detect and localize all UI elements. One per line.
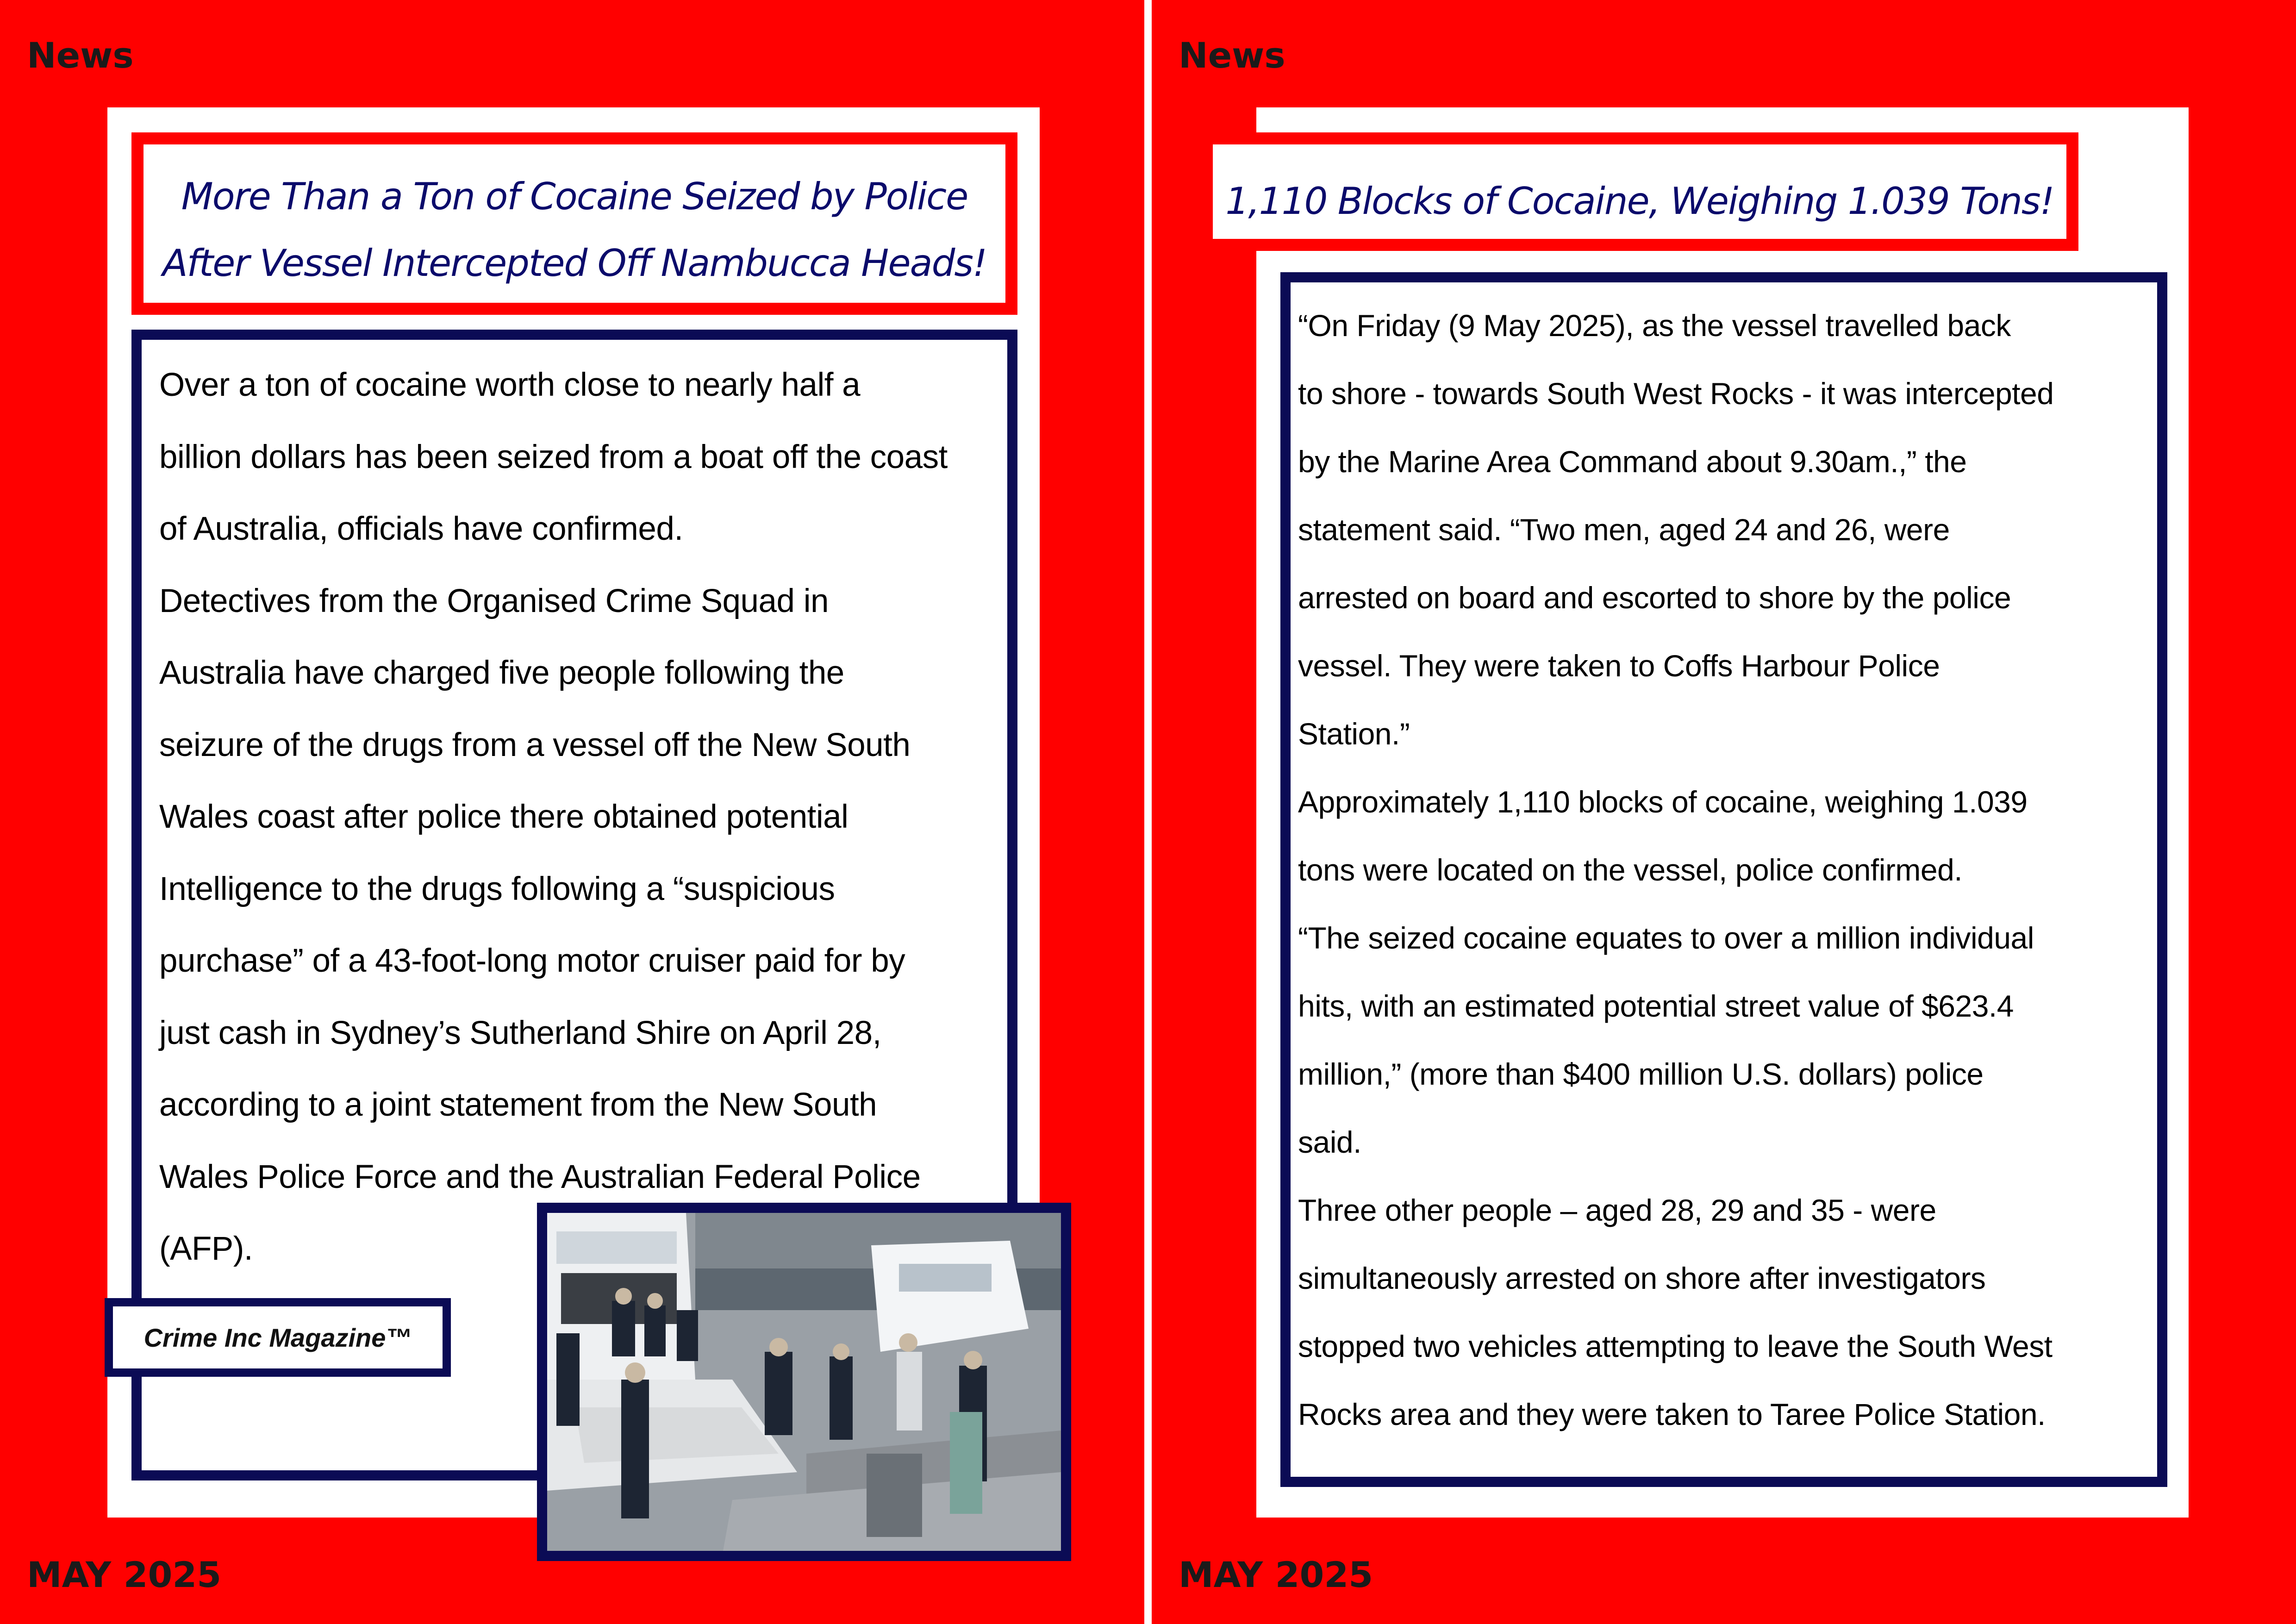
issue-date: MAY 2025 [1179,1554,1373,1595]
police-marina-photo [547,1213,1061,1551]
left-margin-band [1152,107,1256,1518]
footer-bar [1152,1518,2296,1624]
header-bar [0,0,1144,107]
headline-line-1: More Than a Ton of Cocaine Seized by Police [181,175,968,218]
headline-box [131,132,1017,315]
article-text: Over a ton of cocaine worth close to nearly half a billion dollars has been seized from a boat off the coast of Australia, officials have confirmed. Detectives from the Organised Crime Squad in Australia have charged five people following the seizure of the drugs from a vessel off the New South Wales coast after police there obtained potential Intelligence to the drugs following a “suspicious purchase” of a 43-foot-long motor cruiser paid for by just cash in Sydney’s Sutherland Shire on April 28, according to a joint statement from the New South Wales Police Force and the Australian Federal Police (AFP). [159,367,948,1267]
headline-line-2: After Vessel Intercepted Off Nambucca Heads! [162,242,987,285]
header-bar [1152,0,2296,107]
brand-name: Crime Inc Magazine™ [144,1323,412,1352]
left-margin-band [0,107,107,1518]
section-label: News [27,35,134,76]
right-page [1152,0,2296,1624]
issue-date: MAY 2025 [27,1554,222,1595]
news-photo [537,1203,1071,1561]
section-label: News [1179,35,1285,76]
headline-line-1: 1,110 Blocks of Cocaine, Weighing 1.039 Tons! [1225,180,2054,223]
article-body-box [1280,272,2167,1487]
headline-box [1201,132,2078,251]
left-page [0,0,1144,1624]
brand-box [105,1298,451,1377]
right-margin-band [2189,107,2296,1518]
article-text: “On Friday (9 May 2025), as the vessel travelled back to shore - towards South West Rocks - it was intercepted by the Marine Area Command about 9.30am.,” the statement said. “Two men, aged 24 and 26, were arrested on board and escorted to shore by the police vessel. They were taken to Coffs Harbour Police Station.” Approximately 1,110 blocks of cocaine, weighing 1.039 tons were located on the vessel, police confirmed. “The seized cocaine equates to over a million individual hits, with an estimated potential street value of $623.4 million,” (more than $400 million U.S. dollars) police said. Three other people – aged 28, 29 and 35 - were simultaneously arrested on shore after investigators stopped two vehicles attempting to leave the South West Rocks area and they were taken to Taree Police Station. [1298,308,2054,1431]
